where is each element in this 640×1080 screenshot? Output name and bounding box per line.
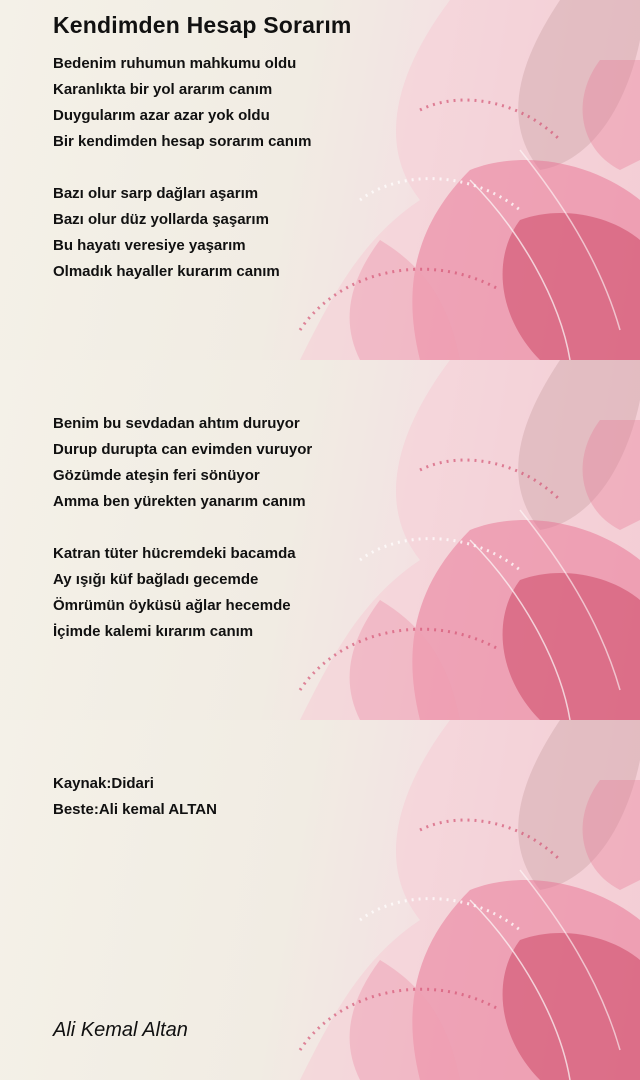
poem-line: Bazı olur sarp dağları aşarım [53,185,259,202]
composer-line: Beste:Ali kemal ALTAN [53,801,217,818]
poem-author: Ali Kemal Altan [53,1019,188,1041]
poem-line: Olmadık hayaller kurarım canım [53,263,280,280]
poem-line: Duygularım azar azar yok oldu [53,107,270,124]
poem-line: Bazı olur düz yollarda şaşarım [53,211,269,228]
poem-line: Bir kendimden hesap sorarım canım [53,133,312,150]
poem-line: Amma ben yürekten yanarım canım [53,493,306,510]
poem-line: Karanlıkta bir yol ararım canım [53,81,273,98]
poem-line: Bu hayatı veresiye yaşarım [53,237,246,254]
poem-line: Ay ışığı küf bağladı gecemde [53,571,259,588]
stanza-1 [53,51,311,155]
poem-line: Benim bu sevdadan ahtım duruyor [53,415,300,432]
poem-title: Kendimden Hesap Sorarım [53,12,352,38]
poem-line: Gözümde ateşin feri sönüyor [53,467,260,484]
poem-line: Bedenim ruhumun mahkumu oldu [53,55,297,72]
stanza-4 [53,541,296,645]
poem-line: Durup durupta can evimden vuruyor [53,441,313,458]
stanza-5-credits [53,771,217,823]
stanza-3 [53,411,312,515]
poem-line: Ömrümün öyküsü ağlar hecemde [53,597,291,614]
stanza-2 [53,181,280,285]
poem-line: Katran tüter hücremdeki bacamda [53,545,296,562]
poem-line: İçimde kalemi kırarım canım [53,623,254,640]
source-line: Kaynak:Didari [53,775,154,792]
